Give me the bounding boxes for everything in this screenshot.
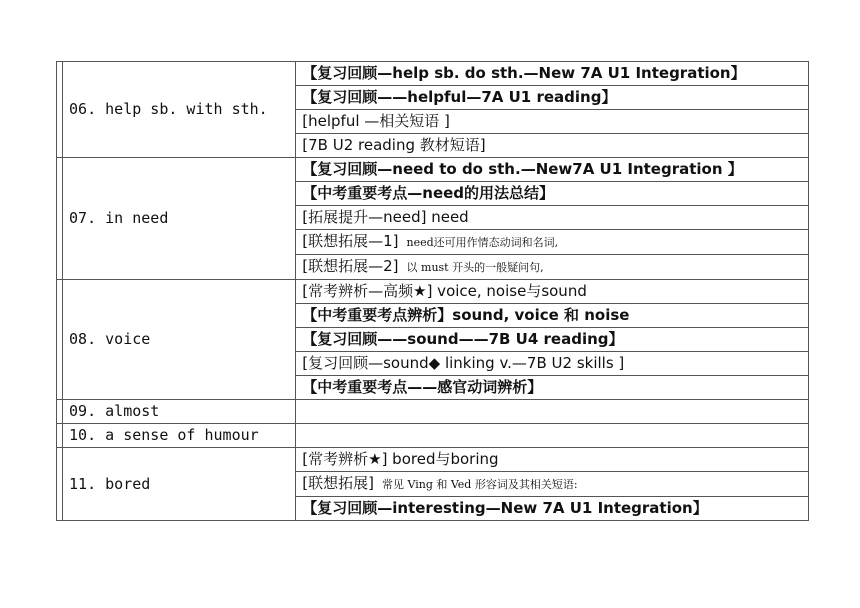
note-detail-text: 常见 Ving 和 Ved 形容词及其相关短语: bbox=[381, 478, 578, 491]
note-cell bbox=[296, 158, 809, 182]
note-cell bbox=[296, 255, 809, 280]
note-text: [复习回顾—sound◆ linking v.—7B U2 skills ] bbox=[302, 354, 625, 372]
note-cell bbox=[296, 472, 809, 497]
table-row bbox=[57, 62, 809, 86]
note-cell bbox=[296, 352, 809, 376]
vocabulary-word-cell: 06. help sb. with sth. bbox=[63, 62, 296, 158]
note-text: [拓展提升—need] need bbox=[302, 208, 469, 226]
note-text: 【复习回顾——helpful—7A U1 reading】 bbox=[302, 88, 617, 106]
note-cell bbox=[296, 497, 809, 521]
table-row bbox=[57, 400, 809, 424]
note-text: 【复习回顾—need to do sth.—New7A U1 Integration 】 bbox=[302, 160, 743, 178]
note-text: 【复习回顾—interesting—New 7A U1 Integration】 bbox=[302, 499, 708, 517]
note-cell bbox=[296, 86, 809, 110]
vocabulary-word-cell: 08. voice bbox=[63, 280, 296, 400]
note-text: 【中考重要考点——感官动词辨析】 bbox=[302, 378, 543, 396]
vocabulary-word-cell: 07. in need bbox=[63, 158, 296, 280]
note-cell bbox=[296, 280, 809, 304]
table-row bbox=[57, 424, 809, 448]
note-cell bbox=[296, 134, 809, 158]
note-text: [联想拓展] bbox=[302, 474, 374, 492]
note-text: 【复习回顾——sound——7B U4 reading】 bbox=[302, 330, 624, 348]
note-cell bbox=[296, 182, 809, 206]
vocabulary-word-cell: 11. bored bbox=[63, 448, 296, 521]
note-cell bbox=[296, 206, 809, 230]
vocabulary-notes-table bbox=[56, 61, 809, 521]
note-text: [联想拓展—2] bbox=[302, 257, 399, 275]
note-text: [7B U2 reading 教材短语] bbox=[302, 136, 486, 154]
note-text: 【复习回顾—help sb. do sth.—New 7A U1 Integration】 bbox=[302, 64, 746, 82]
notes-table-body bbox=[57, 62, 809, 521]
note-text: [常考辨析—高频★] voice, noise与sound bbox=[302, 282, 587, 300]
note-cell bbox=[296, 424, 809, 448]
note-detail-text: 以 must 开头的一般疑问句, bbox=[406, 261, 544, 274]
vocabulary-word-cell: 09. almost bbox=[63, 400, 296, 424]
note-cell bbox=[296, 304, 809, 328]
table-row bbox=[57, 280, 809, 304]
note-detail-text: need还可用作情态动词和名词, bbox=[406, 236, 559, 249]
note-cell bbox=[296, 328, 809, 352]
table-row bbox=[57, 158, 809, 182]
note-cell bbox=[296, 448, 809, 472]
note-cell bbox=[296, 230, 809, 255]
note-text: 【中考重要考点—need的用法总结】 bbox=[302, 184, 555, 202]
note-cell bbox=[296, 376, 809, 400]
note-text: [常考辨析★] bored与boring bbox=[302, 450, 499, 468]
note-cell bbox=[296, 110, 809, 134]
note-cell bbox=[296, 400, 809, 424]
note-text: [联想拓展—1] bbox=[302, 232, 399, 250]
note-cell bbox=[296, 62, 809, 86]
vocabulary-word-cell: 10. a sense of humour bbox=[63, 424, 296, 448]
note-text: 【中考重要考点辨析】sound, voice 和 noise bbox=[302, 306, 630, 324]
note-text: [helpful —相关短语 ] bbox=[302, 112, 450, 130]
table-row bbox=[57, 448, 809, 472]
